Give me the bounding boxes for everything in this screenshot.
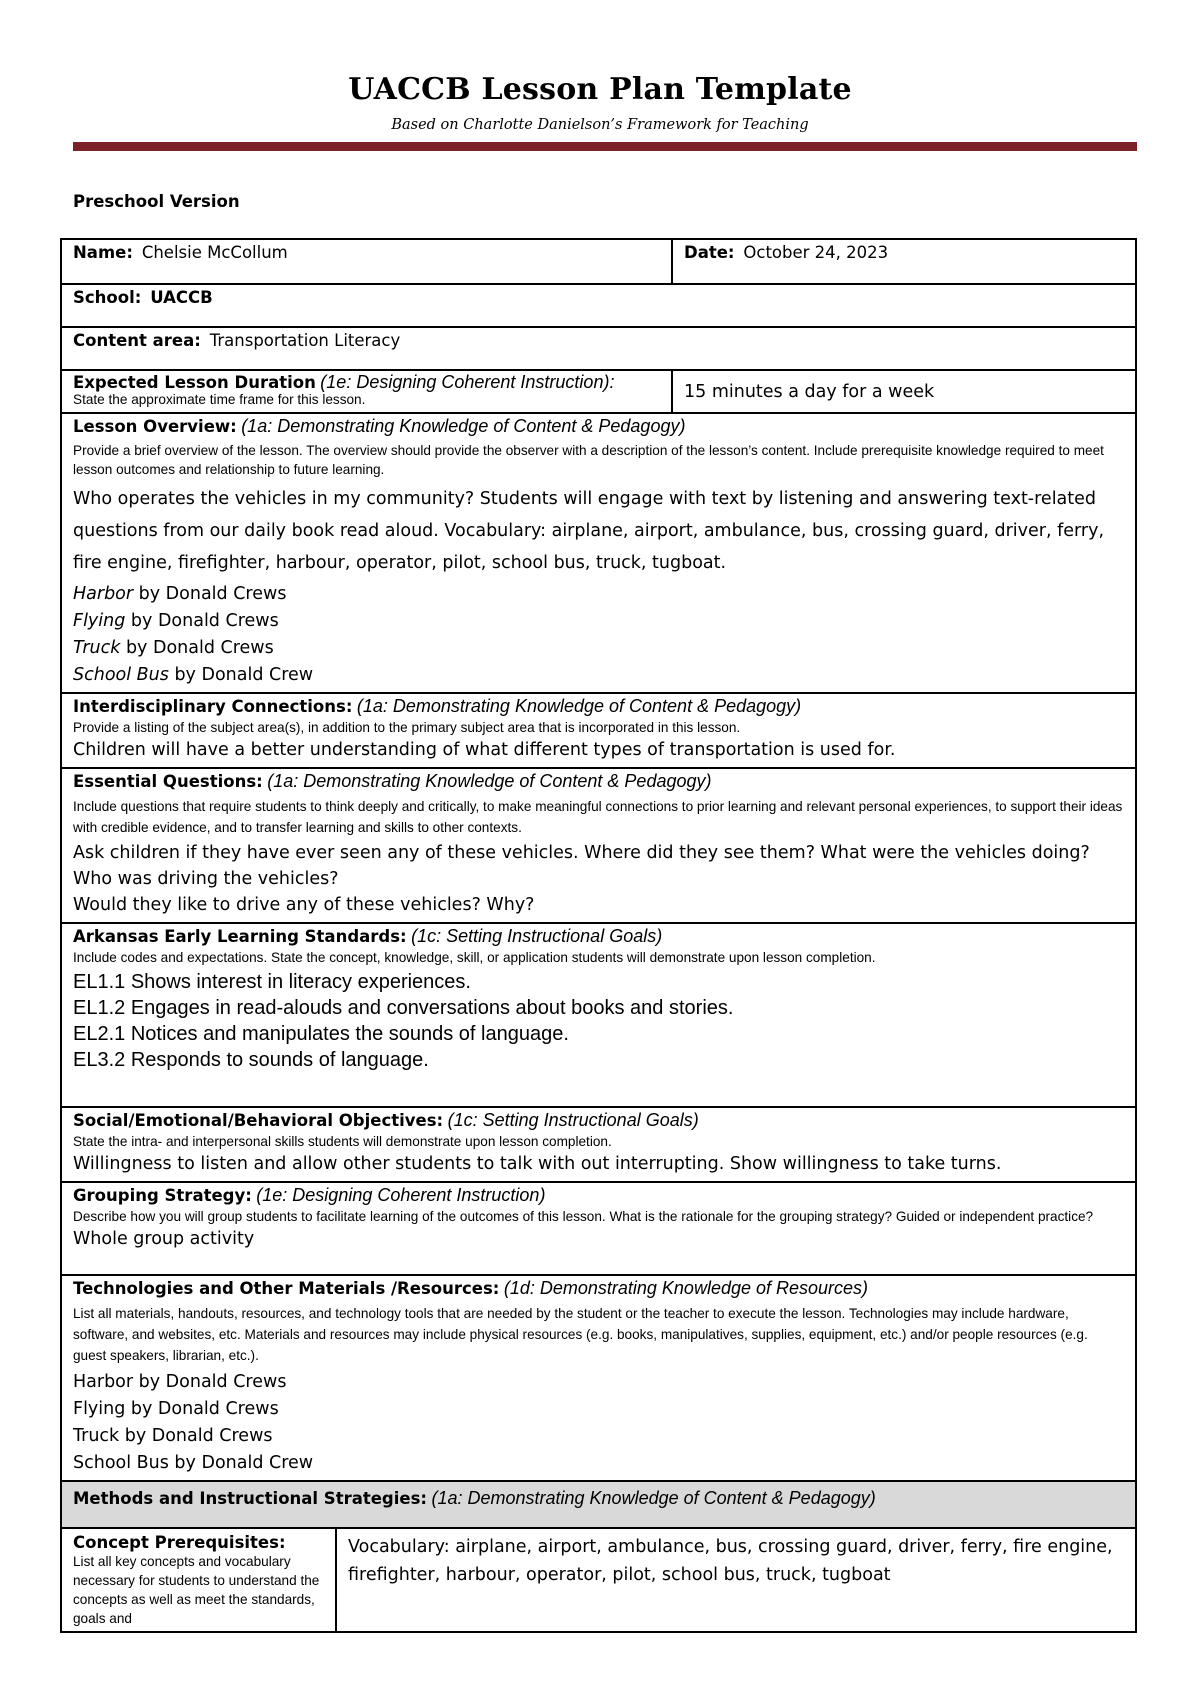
duration-label: Expected Lesson Duration xyxy=(73,373,316,392)
name-label: Name: xyxy=(73,243,133,262)
date-value: October 24, 2023 xyxy=(743,243,889,262)
social-emotional-cell xyxy=(61,1107,1136,1182)
social-emotional-hint: State the intra- and interpersonal skills students will demonstrate upon lesson completion. xyxy=(73,1134,612,1149)
grouping-framework: (1e: Designing Coherent Instruction) xyxy=(256,1185,546,1205)
overview-book-list xyxy=(73,581,1124,689)
standards-framework: (1c: Setting Instructional Goals) xyxy=(411,926,663,946)
overview-hint: Provide a brief overview of the lesson. The overview should provide the observer with a description of the lesson’s content. Include prerequisite knowledge required to meet lesson outcomes and relationship to future learning. xyxy=(73,443,1104,477)
school-row xyxy=(61,284,1136,327)
interdisciplinary-text: Children will have a better understanding of what different types of transportation is used for. xyxy=(73,740,896,760)
essential-questions-framework: (1a: Demonstrating Knowledge of Content & Pedagogy) xyxy=(267,771,712,791)
interdisciplinary-hint: Provide a listing of the subject area(s), in addition to the primary subject area that is incorporated in this lesson. xyxy=(73,720,741,735)
grouping-hint: Describe how you will group students to facilitate learning of the outcomes of this lesson. What is the rationale for the grouping strategy? Guided or independent practice? xyxy=(73,1209,1094,1224)
material-item: School Bus by Donald Crew xyxy=(73,1453,314,1473)
date-cell xyxy=(672,239,1136,284)
interdisciplinary-label: Interdisciplinary Connections: xyxy=(73,697,353,716)
materials-row xyxy=(61,1275,1136,1481)
social-emotional-row xyxy=(61,1107,1136,1182)
document-subtitle: Based on Charlotte Danielson’s Framework for Teaching xyxy=(391,117,809,133)
interdisciplinary-cell xyxy=(61,693,1136,768)
prerequisites-label: Concept Prerequisites: xyxy=(73,1533,286,1552)
school-value: UACCB xyxy=(150,288,213,307)
grouping-row xyxy=(61,1182,1136,1275)
social-emotional-framework: (1c: Setting Instructional Goals) xyxy=(447,1110,699,1130)
book-item: School Bus by Donald Crew xyxy=(73,665,314,685)
header-rule xyxy=(73,142,1137,151)
materials-framework: (1d: Demonstrating Knowledge of Resources) xyxy=(503,1278,869,1298)
grouping-label: Grouping Strategy: xyxy=(73,1186,252,1205)
content-area-cell xyxy=(61,327,1136,370)
book-item: Harbor by Donald Crews xyxy=(73,584,287,604)
standard-item: EL1.1 Shows interest in literacy experiences. xyxy=(73,971,471,993)
school-cell xyxy=(61,284,1136,327)
standard-item: EL2.1 Notices and manipulates the sounds of language. xyxy=(73,1023,569,1045)
content-area-label: Content area: xyxy=(73,331,201,350)
prerequisites-label-cell xyxy=(61,1528,336,1632)
duration-framework: (1e: Designing Coherent Instruction): xyxy=(320,372,615,392)
prerequisites-text: Vocabulary: airplane, airport, ambulance, bus, crossing guard, driver, ferry, fire engine, firefighter, harbour, operator, pilot, school bus, truck, tugboat xyxy=(348,1537,1113,1585)
version-label: Preschool Version xyxy=(73,192,240,211)
prerequisites-value-cell xyxy=(336,1528,1136,1632)
materials-cell xyxy=(61,1275,1136,1481)
name-value: Chelsie McCollum xyxy=(141,243,288,262)
materials-hint: List all materials, handouts, resources, and technology tools that are needed by the student or the teacher to execute the lesson. Technologies may include hardware, software, and websites, etc. Materials and resources may include physical resources (e.g. books, manipulatives, supplies, equipment, etc.) and/or people resources (e.g. guest speakers, librarian, etc.). xyxy=(73,1306,1088,1363)
methods-label: Methods and Instructional Strategies: xyxy=(73,1489,428,1508)
document-title: UACCB Lesson Plan Template xyxy=(348,72,852,107)
duration-cell xyxy=(61,370,672,413)
prerequisites-row xyxy=(61,1528,1136,1632)
overview-row xyxy=(61,413,1136,693)
material-item: Truck by Donald Crews xyxy=(73,1426,273,1446)
material-item: Flying by Donald Crews xyxy=(73,1399,279,1419)
question-line: Would they like to drive any of these vehicles? Why? xyxy=(73,895,535,915)
date-label: Date: xyxy=(684,243,735,262)
name-cell xyxy=(61,239,672,284)
essential-questions-hint: Include questions that require students to think deeply and critically, to make meaningful connections to prior learning and relevant personal experiences, to support their ideas with credible evidence, and to transfer learning and skills to other contexts. xyxy=(73,799,1123,835)
book-item: Flying by Donald Crews xyxy=(73,611,279,631)
school-label: School: xyxy=(73,288,142,307)
interdisciplinary-framework: (1a: Demonstrating Knowledge of Content & Pedagogy) xyxy=(356,696,802,716)
standards-list xyxy=(73,969,1124,1073)
standard-item: EL1.2 Engages in read-alouds and conversations about books and stories. xyxy=(73,997,734,1019)
duration-row xyxy=(61,370,1136,413)
duration-value-cell xyxy=(672,370,1136,413)
prerequisites-hint: List all key concepts and vocabulary necessary for students to understand the concepts as well as meet the standards, goals and xyxy=(73,1554,320,1626)
question-line: Ask children if they have ever seen any of these vehicles. Where did they see them? What were the vehicles doing? Who was driving the vehicles? xyxy=(73,843,1090,889)
standards-label: Arkansas Early Learning Standards: xyxy=(73,927,407,946)
methods-row xyxy=(61,1481,1136,1528)
essential-questions-row xyxy=(61,768,1136,923)
essential-questions-label: Essential Questions: xyxy=(73,772,263,791)
content-area-row xyxy=(61,327,1136,370)
book-item: Truck by Donald Crews xyxy=(73,638,274,658)
grouping-cell xyxy=(61,1182,1136,1275)
standards-cell xyxy=(61,923,1136,1107)
name-date-row xyxy=(61,239,1136,284)
overview-cell xyxy=(61,413,1136,693)
standards-hint: Include codes and expectations. State the concept, knowledge, skill, or application students will demonstrate upon lesson completion. xyxy=(73,950,876,965)
duration-hint: State the approximate time frame for this lesson. xyxy=(73,392,366,407)
duration-value: 15 minutes a day for a week xyxy=(684,381,935,402)
lesson-plan-table xyxy=(60,238,1137,1633)
content-area-value: Transportation Literacy xyxy=(209,331,401,350)
essential-questions-list xyxy=(73,840,1124,918)
social-emotional-text: Willingness to listen and allow other students to talk with out interrupting. Show willingness to take turns. xyxy=(73,1154,1002,1174)
material-item: Harbor by Donald Crews xyxy=(73,1372,287,1392)
methods-cell xyxy=(61,1481,1136,1528)
overview-label: Lesson Overview: xyxy=(73,417,237,436)
materials-label: Technologies and Other Materials /Resources: xyxy=(73,1279,500,1298)
overview-text: Who operates the vehicles in my community? Students will engage with text by listening and answering text-related questions from our daily book read aloud. Vocabulary: airplane, airport, ambulance, bus, crossing guard, driver, ferry, fire engine, firefighter, harbour, operator, pilot, school bus, truck, tugboat. xyxy=(73,489,1105,573)
grouping-text: Whole group activity xyxy=(73,1229,255,1249)
standard-item: EL3.2 Responds to sounds of language. xyxy=(73,1049,429,1071)
social-emotional-label: Social/Emotional/Behavioral Objectives: xyxy=(73,1111,444,1130)
overview-framework: (1a: Demonstrating Knowledge of Content & Pedagogy) xyxy=(241,416,686,436)
essential-questions-cell xyxy=(61,768,1136,923)
standards-row xyxy=(61,923,1136,1107)
interdisciplinary-row xyxy=(61,693,1136,768)
materials-list xyxy=(73,1369,1124,1477)
methods-framework: (1a: Demonstrating Knowledge of Content & Pedagogy) xyxy=(431,1488,876,1508)
